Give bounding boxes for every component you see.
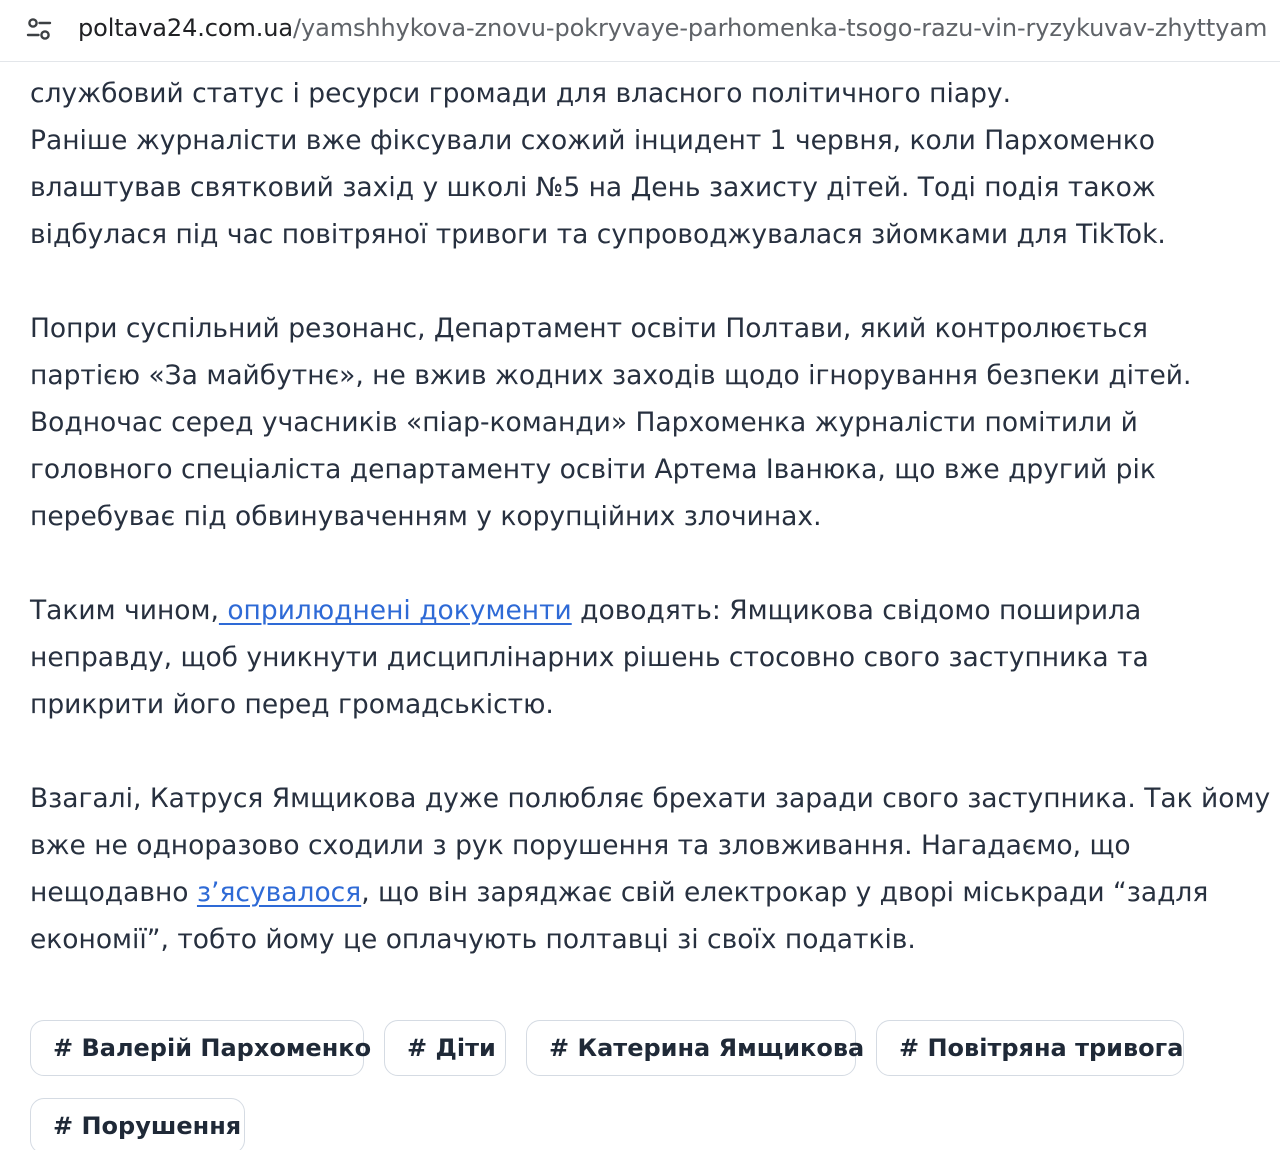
paragraph-line: Попри суспільний резонанс, Департамент освіти Полтави, який контролюється: [30, 313, 1148, 344]
paragraph-line: Раніше журналісти вже фіксували схожий інцидент 1 червня, коли Пархоменко: [30, 125, 1156, 156]
paragraph-line: економії”, тобто йому це оплачують полтавці зі своїх податків.: [30, 924, 916, 955]
paragraph-line: відбулася під час повітряної тривоги та супроводжувалася зйомками для TikTok.: [30, 219, 1166, 250]
article-body: [30, 70, 1280, 963]
site-info-button[interactable]: [20, 10, 58, 48]
paragraph-line: перебуває під обвинуваченням у корупційних злочинах.: [30, 501, 822, 532]
tune-icon: [24, 14, 54, 44]
paragraph-line: партією «За майбутнє», не вжив жодних заходів щодо ігнорування безпеки дітей.: [30, 360, 1192, 391]
text-span: нещодавно: [30, 877, 197, 908]
paragraph-line: неправду, щоб уникнути дисциплінарних рішень стосовно свого заступника та: [30, 642, 1149, 673]
paragraph-line: [30, 869, 1280, 916]
text-span: , що він заряджає свій електрокар у дворі міськради “задля: [361, 877, 1209, 908]
text-span: Таким чином,: [30, 595, 219, 626]
paragraph-line: Водночас серед учасників «піар-команди» Пархоменка журналісти помітили й: [30, 407, 1138, 438]
paragraph-line: службовий статус і ресурси громади для власного політичного піару.: [30, 78, 1012, 109]
tag-children[interactable]: # Діти: [384, 1020, 506, 1076]
paragraph-line: вже не одноразово сходили з рук порушення та зловживання. Нагадаємо, що: [30, 830, 1131, 861]
url-host: poltava24.com.ua: [78, 14, 293, 42]
tag-air-raid-alert[interactable]: # Повітряна тривога: [876, 1020, 1184, 1076]
paragraph-line: влаштував святковий захід у школі №5 на День захисту дітей. Тоді подія також: [30, 172, 1156, 203]
published-documents-link[interactable]: оприлюднені документи: [218, 595, 572, 626]
paragraph-line: [30, 587, 1280, 634]
url-text[interactable]: [78, 14, 1267, 42]
paragraph-line: головного спеціаліста департаменту освіти Артема Іванюка, що вже другий рік: [30, 454, 1156, 485]
paragraph-line: Взагалі, Катруся Ямщикова дуже полюбляє брехати заради свого заступника. Так йому: [30, 783, 1271, 814]
url-path: /yamshhykova-znovu-pokryvaye-parhomenka-tsogo-razu-vin-ryzykuvav-zhyttyam: [293, 14, 1268, 42]
tag-kateryna-yamshchykova[interactable]: # Катерина Ямщикова: [526, 1020, 856, 1076]
browser-address-bar[interactable]: [0, 0, 1280, 62]
text-span: доводять: Ямщикова свідомо поширила: [571, 595, 1142, 626]
tag-valerii-parkhomenko[interactable]: # Валерій Пархоменко: [30, 1020, 364, 1076]
paragraph-line: прикрити його перед громадськістю.: [30, 689, 554, 720]
tag-violations[interactable]: # Порушення: [30, 1098, 245, 1150]
revealed-link[interactable]: з’ясувалося: [196, 877, 362, 908]
